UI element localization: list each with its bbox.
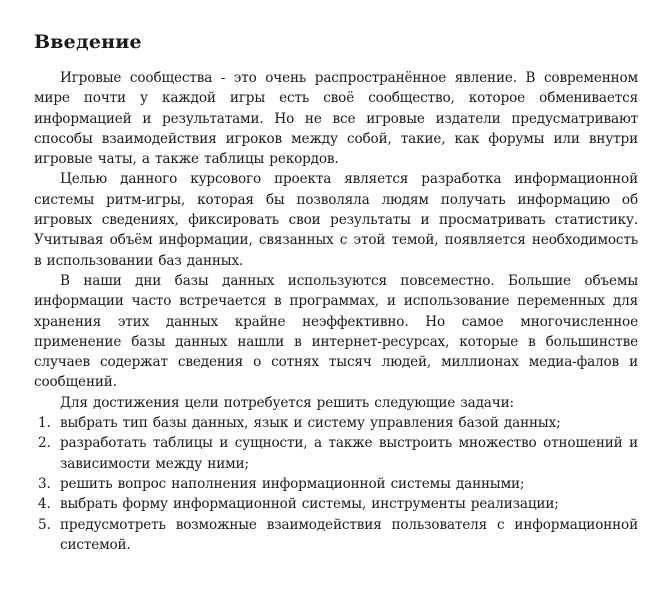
- list-item: [34, 515, 638, 556]
- list-item-text: разработать таблицы и сущности, а также выстроить множество отношений и зависимости между ними;: [60, 435, 638, 472]
- list-item-text: решить вопрос наполнения информационной системы данными;: [60, 475, 525, 492]
- task-list: [34, 413, 638, 555]
- list-item: [34, 494, 638, 514]
- list-item: [34, 413, 638, 433]
- list-item-number: 4.: [38, 496, 51, 513]
- list-item: [34, 474, 638, 494]
- list-item-number: 1.: [38, 415, 51, 432]
- list-item-number: 3.: [38, 475, 51, 492]
- document-page: [34, 30, 638, 555]
- paragraph-tasks-intro: Для достижения цели потребуется решить следующие задачи:: [60, 394, 514, 411]
- section-heading: Введение: [34, 31, 142, 53]
- list-item: [34, 433, 638, 474]
- paragraph-databases: В наши дни базы данных используются повсеместно. Большие объемы информации часто встречается в программах, и использование переменных для хранения этих данных крайне неэффективно. Но самое многочисленное применение базы данных нашли в интернет-ресурсах, которые в большинстве случаев содержат сведения о сотнях тысяч людей, миллионах медиа-фалов и сообщений.: [34, 272, 638, 391]
- list-item-number: 5.: [38, 516, 51, 533]
- list-item-text: выбрать форму информационной системы, инструменты реализации;: [60, 496, 559, 513]
- list-item-number: 2.: [38, 435, 51, 452]
- list-item-text: предусмотреть возможные взаимодействия пользователя с информационной системой.: [60, 516, 638, 553]
- paragraph-goal: Целью данного курсового проекта является разработка информационной системы ритм-игры, которая бы позволяла людям получать информацию об игровых сведениях, фиксировать свои результаты и просматривать статистику. Учитывая объём информации, связанных с этой темой, появляется необходимость в использовании баз данных.: [34, 171, 638, 269]
- paragraph-intro: Игровые сообщества - это очень распространённое явление. В современном мире почти у каждой игры есть своё сообщество, которое обменивается информацией и результатами. Но не все игровые издатели предусматривают способы взаимодействия игроков между собой, такие, как форумы или внутри игровые чаты, а также таблицы рекордов.: [34, 70, 638, 168]
- list-item-text: выбрать тип базы данных, язык и систему управления базой данных;: [60, 415, 561, 432]
